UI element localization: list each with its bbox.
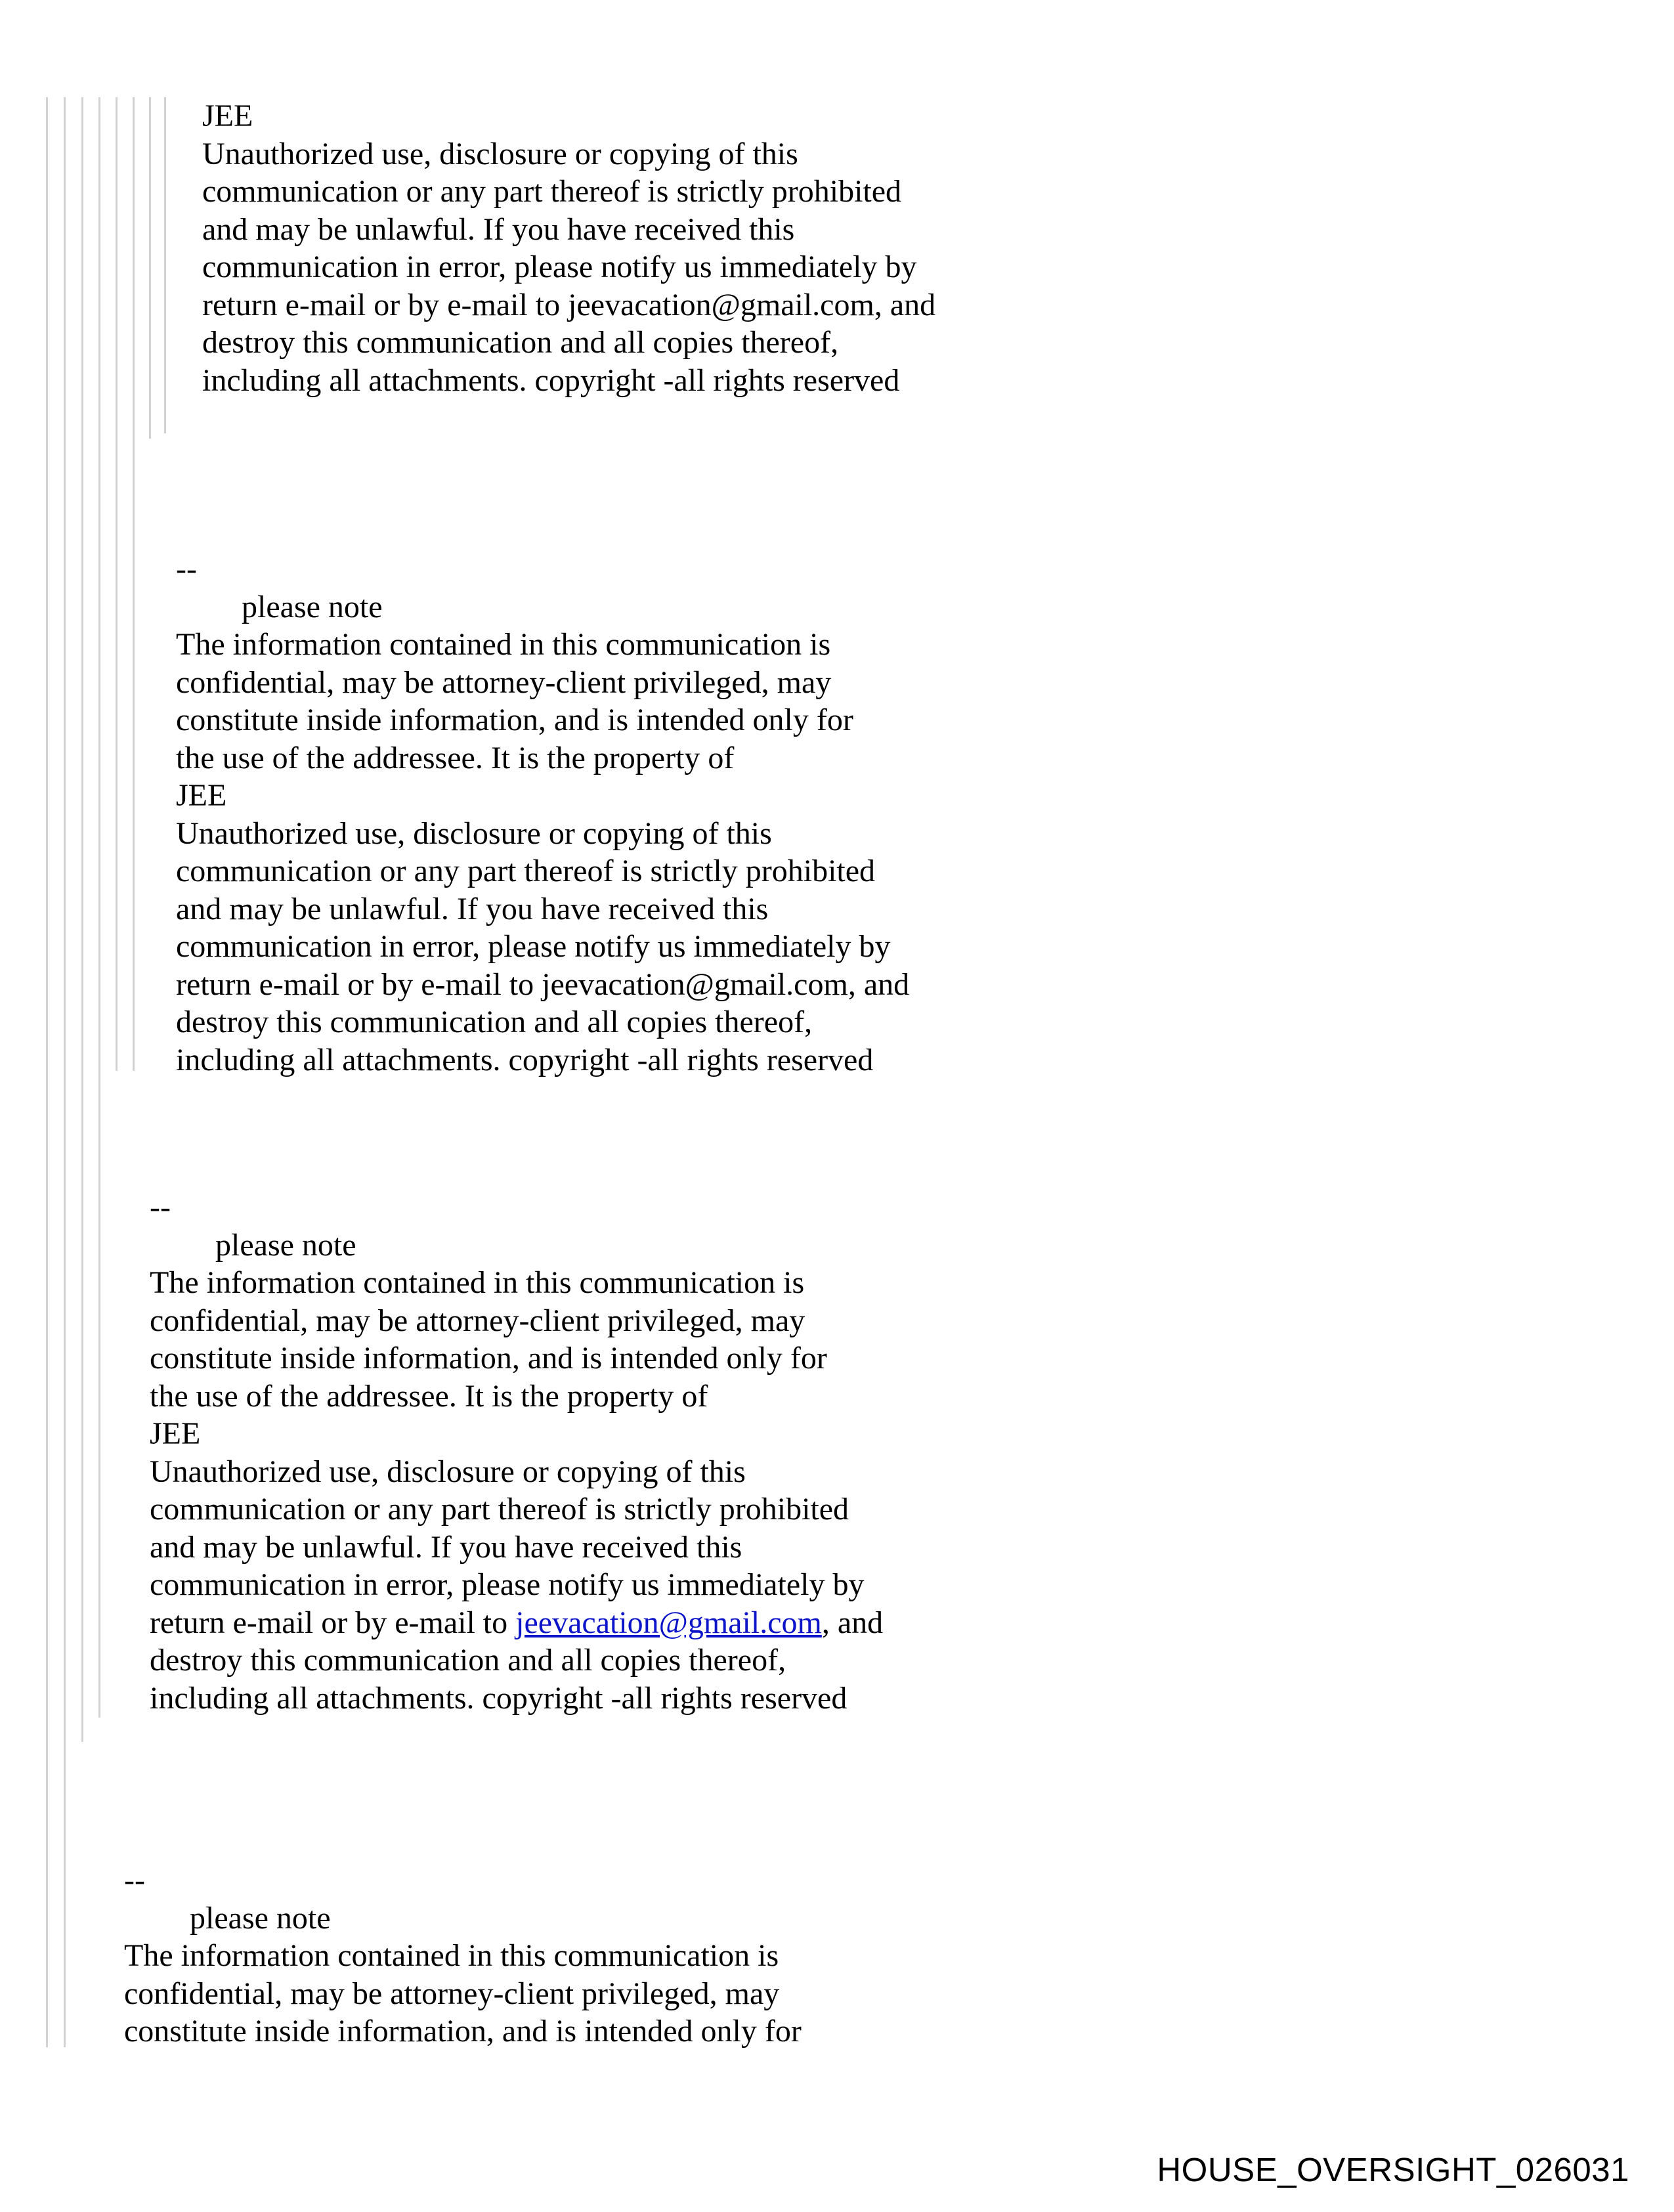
signature-separator: -- [124, 1863, 145, 1898]
signature-separator: -- [176, 552, 197, 586]
text-line: destroy this communication and all copies thereof, [202, 325, 839, 360]
quote-bar [46, 97, 48, 2047]
text-line: JEE [150, 1416, 201, 1451]
quote-bar [116, 97, 118, 1071]
email-disclaimer-block-2 [176, 550, 909, 1079]
text-line: constitute inside information, and is intended only for [176, 703, 853, 737]
text-line: The information contained in this communication is [124, 1938, 779, 1973]
please-note-heading: please note [215, 1227, 356, 1263]
text-line: confidential, may be attorney-client privileged, may [124, 1976, 780, 2011]
text-line: JEE [176, 778, 227, 813]
document-id-footer: HOUSE_OVERSIGHT_026031 [1157, 2151, 1629, 2188]
please-note-heading: please note [242, 589, 383, 624]
link-suffix: , and [821, 1605, 884, 1640]
quote-bar [133, 97, 135, 1071]
quote-bar [98, 97, 100, 1718]
text-line: return e-mail or by e-mail to jeevacation@gmail.com, and [202, 287, 936, 322]
text-line: including all attachments. copyright -all rights reserved [202, 362, 900, 398]
quote-bar [81, 97, 83, 1742]
text-line: The information contained in this communication is [176, 627, 831, 662]
email-disclaimer-block-4 [124, 1861, 802, 2050]
text-line: return e-mail or by e-mail to jeevacation@gmail.com, and [176, 966, 910, 1002]
link-prefix: return e-mail or by e-mail to [150, 1605, 516, 1640]
text-line: Unauthorized use, disclosure or copying of this [202, 136, 798, 171]
text-line: confidential, may be attorney-client privileged, may [176, 664, 832, 700]
text-line: including all attachments. copyright -all rights reserved [150, 1680, 848, 1716]
text-line: The information contained in this communication is [150, 1265, 805, 1300]
text-line: communication in error, please notify us immediately by [150, 1567, 865, 1602]
text-line: and may be unlawful. If you have received this [150, 1529, 742, 1565]
text-line: the use of the addressee. It is the property of [176, 740, 735, 775]
text-line: communication in error, please notify us immediately by [202, 249, 917, 284]
text-line: communication or any part thereof is strictly prohibited [176, 854, 876, 888]
email-disclaimer-block-1 [202, 97, 935, 399]
text-line: confidential, may be attorney-client privileged, may [150, 1303, 805, 1338]
quote-bar [149, 97, 151, 439]
text-line: Unauthorized use, disclosure or copying of this [176, 815, 772, 851]
text-line: constitute inside information, and is intended only for [124, 2014, 802, 2049]
text-line: JEE [202, 98, 253, 133]
please-note-heading: please note [190, 1900, 331, 1936]
text-line: and may be unlawful. If you have received this [202, 211, 795, 247]
quote-bar [164, 97, 166, 433]
text-line: communication or any part thereof is strictly prohibited [202, 174, 902, 209]
text-line-with-link [150, 1604, 883, 1642]
text-line: constitute inside information, and is intended only for [150, 1341, 827, 1376]
text-line: Unauthorized use, disclosure or copying of this [150, 1454, 746, 1489]
email-disclaimer-block-3 [150, 1188, 883, 1717]
text-line: communication in error, please notify us immediately by [176, 929, 891, 964]
text-line: and may be unlawful. If you have received this [176, 891, 769, 926]
email-link[interactable]: jeevacation@gmail.com [515, 1605, 822, 1640]
text-line: including all attachments. copyright -all rights reserved [176, 1042, 874, 1077]
text-line: the use of the addressee. It is the property of [150, 1378, 708, 1414]
text-line: communication or any part thereof is strictly prohibited [150, 1492, 849, 1527]
text-line: destroy this communication and all copies thereof, [176, 1005, 813, 1039]
signature-separator: -- [150, 1190, 171, 1225]
quote-bar [64, 97, 66, 2047]
text-line: destroy this communication and all copies thereof, [150, 1643, 786, 1678]
